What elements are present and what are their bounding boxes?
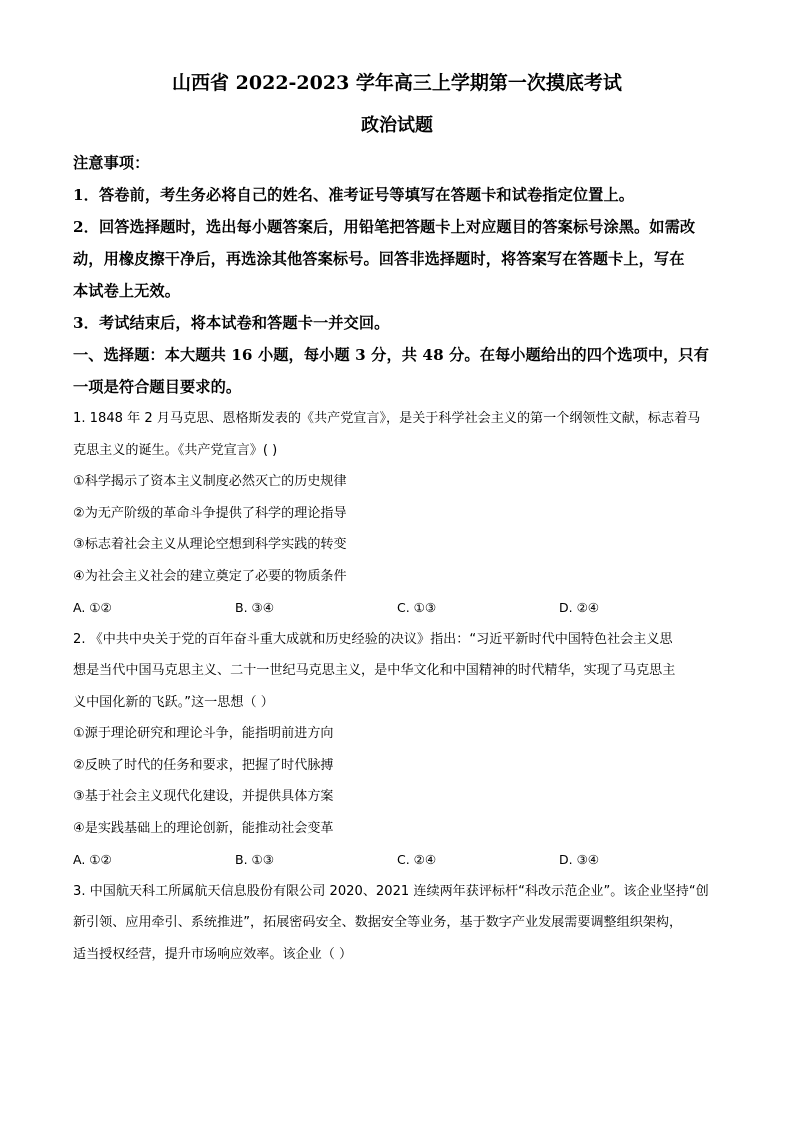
statement-4: ④为社会主义社会的建立奠定了必要的物质条件	[73, 568, 347, 584]
question-stem-line: 义中国化新的飞跃。”这一思想（ ）	[73, 694, 274, 710]
page-title: 山西省 2022-2023 学年高三上学期第一次摸底考试	[172, 72, 622, 94]
question-stem-line: 克思主义的诞生。《共产党宣言》( )	[73, 442, 278, 458]
statement-1: ①科学揭示了资本主义制度必然灭亡的历史规律	[73, 474, 347, 489]
question-1	[73, 403, 723, 624]
page-subtitle: 政治试题	[361, 115, 433, 136]
option-b: B. ①③	[235, 852, 274, 867]
option-c: C. ①③	[397, 600, 437, 615]
notice-item-2-line-1: 2．回答选择题时，选出每小题答案后，用铅笔把答题卡上对应题目的答案标号涂黑。如需改	[73, 218, 696, 236]
question-stem-line: 2. 《中共中央关于党的百年奋斗重大成就和历史经验的决议》指出：“习近平新时代中国特色社会主义思	[73, 631, 673, 647]
question-stem-line: 适当授权经营，提升市场响应效率。该企业（ ）	[73, 946, 353, 962]
notice-item-3: 3．考试结束后，将本试卷和答题卡一并交回。	[73, 314, 390, 332]
document-body	[73, 147, 723, 970]
section-heading-line-2: 一项是符合题目要求的。	[73, 378, 242, 396]
option-a: A. ①②	[73, 600, 112, 615]
statement-3: ③基于社会主义现代化建设，并提供具体方案	[73, 789, 334, 804]
statement-2: ②反映了时代的任务和要求，把握了时代脉搏	[73, 757, 334, 773]
section-heading-line-1: 一、选择题：本大题共 16 小题，每小题 3 分，共 48 分。在每小题给出的四个选项中，只有	[73, 346, 710, 364]
question-stem-line: 1. 1848 年 2 月马克思、恩格斯发表的《共产党宣言》，是关于科学社会主义的第一个纲领性文献，标志着马	[73, 411, 701, 426]
notice-heading: 注意事项：	[73, 154, 150, 172]
statement-2: ②为无产阶级的革命斗争提供了科学的理论指导	[73, 505, 347, 521]
question-stem-line: 新引领、应用牵引、系统推进”，拓展密码安全、数据安全等业务，基于数字产业发展需要调整组织架构，	[73, 915, 683, 930]
question-stem-line: 3. 中国航天科工所属航天信息股份有限公司 2020、2021 连续两年获评标杆“科改示范企业”。该企业坚持“创	[73, 883, 709, 899]
option-c: C. ②④	[397, 852, 437, 867]
notice-item-2-line-2: 动，用橡皮擦干净后，再选涂其他答案标号。回答非选择题时，将答案写在答题卡上，写在	[73, 250, 685, 268]
question-2	[73, 624, 723, 876]
question-stem-line: 想是当代中国马克思主义、二十一世纪马克思主义，是中华文化和中国精神的时代精华，实现了马克思主	[73, 663, 676, 678]
statement-3: ③标志着社会主义从理论空想到科学实践的转变	[73, 537, 347, 552]
statement-4: ④是实践基础上的理论创新，能推动社会变革	[73, 820, 334, 836]
question-3	[73, 876, 723, 971]
option-a: A. ①②	[73, 852, 112, 867]
statement-1: ①源于理论研究和理论斗争，能指明前进方向	[73, 726, 334, 741]
notice-item-1: 1．答卷前，考生务必将自己的姓名、准考证号等填写在答题卡和试卷指定位置上。	[73, 186, 635, 204]
answer-options	[73, 592, 723, 624]
notice-item-2-line-3: 本试卷上无效。	[73, 282, 181, 300]
answer-options	[73, 844, 723, 876]
option-d: D. ②④	[559, 600, 599, 615]
option-d: D. ③④	[559, 852, 599, 867]
option-b: B. ③④	[235, 600, 274, 615]
